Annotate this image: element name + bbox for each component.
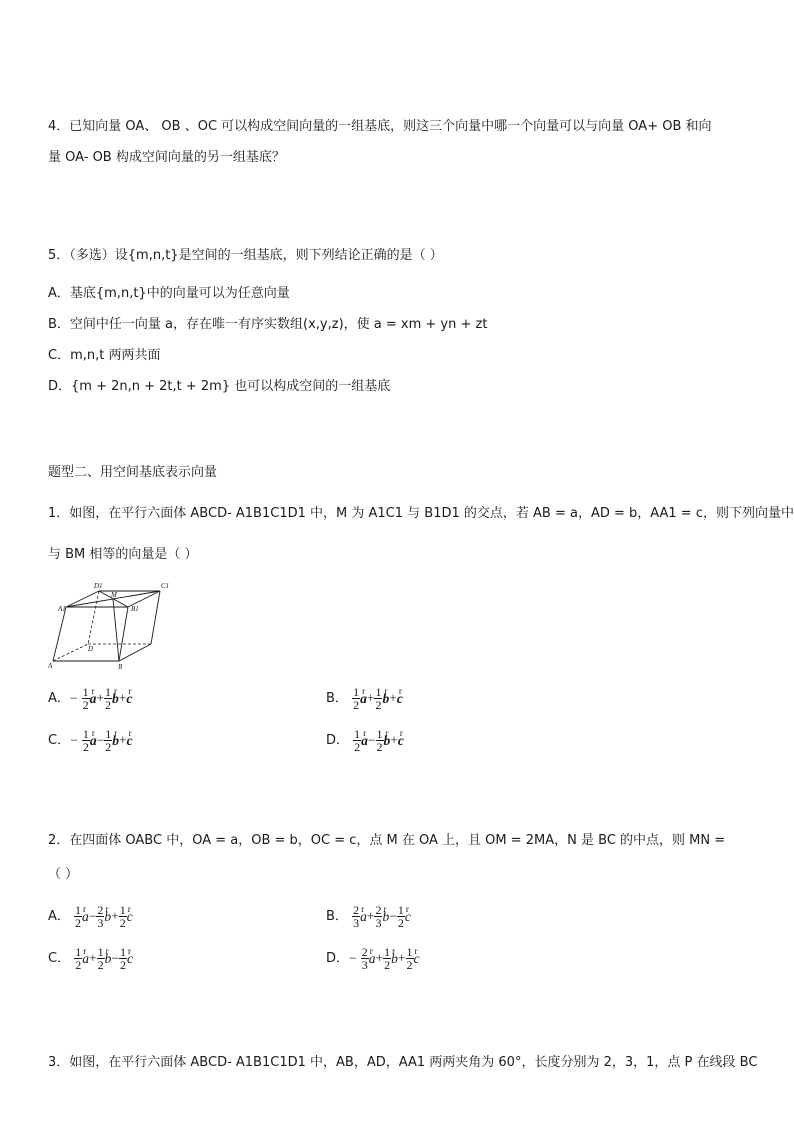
operator: + bbox=[111, 908, 119, 924]
fraction: $\frac{1}{2}$ bbox=[354, 727, 361, 754]
operator: − bbox=[88, 908, 97, 924]
vector-symbol: r b bbox=[112, 733, 119, 748]
p1-option-d: D． $\frac{1}{2}$ r a− $\frac{1}{2}$ r b+r c bbox=[326, 728, 404, 753]
operator: − bbox=[69, 690, 78, 706]
p2-option-d: D．− $\frac{2}{3}$ r a+ $\frac{1}{2}$ r b+ $\frac{1}{2}$ r c bbox=[326, 946, 420, 971]
p2-line2: （ ） bbox=[48, 867, 79, 882]
vector-symbol: r a bbox=[369, 951, 376, 966]
operator: − bbox=[70, 732, 78, 748]
vector-symbol: r b bbox=[384, 733, 391, 748]
fraction: $\frac{1}{2}$ bbox=[82, 727, 89, 754]
vector-symbol: r a bbox=[82, 951, 89, 966]
vector-symbol: r b bbox=[382, 691, 389, 706]
label-b: B bbox=[118, 663, 123, 670]
operator: + bbox=[88, 950, 97, 966]
fraction: $\frac{1}{2}$ bbox=[384, 945, 391, 972]
vector-symbol: r b bbox=[382, 909, 389, 924]
parallelepiped-figure bbox=[48, 578, 173, 670]
p1-line1: 1．如图，在平行六面体 ABCD- A1B1C1D1 中，M 为 A1C1 与 B1D1 的交点，若 AB = a，AD = b，AA1 = c，则下列向量中 bbox=[48, 506, 794, 521]
operator: + bbox=[118, 690, 127, 706]
p2-option-c: C． $\frac{1}{2}$ r a+ $\frac{1}{2}$ r b− $\frac{1}{2}$ r c bbox=[48, 946, 133, 971]
q4-line2: 量 OA- OB 构成空间向量的另一组基底？ bbox=[48, 150, 285, 165]
vector-symbol: r a bbox=[90, 691, 97, 706]
q4-line1: 4．已知向量 OA、 OB 、OC 可以构成空间向量的一组基底，则这三个向量中哪一个向量可以与向量 OA+ OB 和向 bbox=[48, 119, 712, 134]
operator: + bbox=[366, 908, 375, 924]
fraction: $\frac{2}{3}$ bbox=[361, 945, 368, 972]
fraction: $\frac{1}{2}$ bbox=[105, 727, 112, 754]
p2-option-a: A． $\frac{1}{2}$ r a− $\frac{2}{3}$ r b+ $\frac{1}{2}$ r c bbox=[48, 904, 133, 929]
vector-symbol: r c bbox=[414, 951, 420, 966]
operator: − bbox=[349, 950, 357, 966]
vector-symbol: r c bbox=[126, 691, 132, 706]
q5-option-d: D．{m + 2n,n + 2t,t + 2m} 也可以构成空间的一组基底 bbox=[48, 379, 391, 394]
fraction: $\frac{1}{2}$ bbox=[75, 945, 82, 972]
operator: − bbox=[367, 732, 376, 748]
p2-option-b: B． $\frac{2}{3}$ r a+ $\frac{2}{3}$ r b− $\frac{1}{2}$ r c bbox=[326, 904, 411, 929]
fraction: $\frac{1}{2}$ bbox=[119, 903, 126, 930]
vector-symbol: r b bbox=[104, 909, 111, 924]
operator: − bbox=[111, 950, 119, 966]
fraction: $\frac{1}{2}$ bbox=[397, 903, 404, 930]
operator: + bbox=[397, 950, 406, 966]
p1-line2: 与 BM 相等的向量是（ ） bbox=[48, 547, 198, 562]
p1-option-b: B． $\frac{1}{2}$ r a+ $\frac{1}{2}$ r b+r c bbox=[326, 686, 403, 711]
vector-symbol: r c bbox=[397, 691, 403, 706]
q5-option-a: A．基底{m,n,t}中的向量可以为任意向量 bbox=[48, 286, 290, 301]
q5-option-b: B．空间中任一向量 a，存在唯一有序实数组(x,y,z)，使 a = xm + yn + zt bbox=[48, 317, 488, 332]
vector-symbol: r c bbox=[127, 909, 133, 924]
operator: + bbox=[375, 950, 384, 966]
label-a: A bbox=[48, 662, 53, 670]
fraction: $\frac{1}{2}$ bbox=[375, 685, 382, 712]
vector-symbol: r a bbox=[360, 909, 367, 924]
vector-symbol: r b bbox=[105, 951, 112, 966]
vector-symbol: r c bbox=[127, 951, 133, 966]
q5-stem: 5．（多选）设{m,n,t}是空间的一组基底，则下列结论正确的是（ ） bbox=[48, 248, 443, 263]
operator: + bbox=[389, 690, 397, 706]
operator: + bbox=[118, 732, 127, 748]
vector-symbol: r c bbox=[398, 733, 404, 748]
q5-option-c: C．m,n,t 两两共面 bbox=[48, 348, 161, 363]
operator: − bbox=[389, 908, 397, 924]
fraction: $\frac{1}{2}$ bbox=[82, 685, 89, 712]
fraction: $\frac{1}{2}$ bbox=[105, 685, 112, 712]
vector-symbol: r a bbox=[361, 733, 368, 748]
fraction: $\frac{2}{3}$ bbox=[375, 903, 382, 930]
p3-line1: 3．如图，在平行六面体 ABCD- A1B1C1D1 中，AB，AD，AA1 两两夹角为 60°，长度分别为 2，3，1，点 P 在线段 BC bbox=[48, 1055, 758, 1070]
label-m: M bbox=[111, 591, 117, 599]
fraction: $\frac{1}{2}$ bbox=[97, 945, 104, 972]
vector-symbol: r c bbox=[405, 909, 411, 924]
p2-line1: 2．在四面体 OABC 中，OA = a，OB = b，OC = c，点 M 在 OA 上，且 OM = 2MA，N 是 BC 的中点，则 MN = bbox=[48, 833, 726, 848]
vector-symbol: r a bbox=[360, 691, 367, 706]
operator: + bbox=[390, 732, 398, 748]
fraction: $\frac{1}{2}$ bbox=[376, 727, 383, 754]
section-title: 题型二、用空间基底表示向量 bbox=[48, 465, 218, 480]
operator: + bbox=[96, 690, 105, 706]
vector-symbol: r b bbox=[391, 951, 398, 966]
p1-option-a: A．− $\frac{1}{2}$ r a+ $\frac{1}{2}$ r b+r c bbox=[48, 686, 132, 711]
vector-symbol: r a bbox=[82, 909, 89, 924]
label-a1: A1 bbox=[58, 605, 66, 613]
label-b1: B1 bbox=[131, 605, 139, 613]
vector-symbol: r b bbox=[112, 691, 119, 706]
fraction: $\frac{2}{3}$ bbox=[97, 903, 104, 930]
operator: + bbox=[366, 690, 375, 706]
label-c1: C1 bbox=[161, 582, 170, 590]
fraction: $\frac{1}{2}$ bbox=[119, 945, 126, 972]
fraction: $\frac{1}{2}$ bbox=[75, 903, 82, 930]
label-d: D bbox=[88, 645, 94, 653]
operator: − bbox=[96, 732, 105, 748]
p1-option-c: C．− $\frac{1}{2}$ r a− $\frac{1}{2}$ r b+r c bbox=[48, 728, 133, 753]
fraction: $\frac{1}{2}$ bbox=[406, 945, 413, 972]
label-d1: D1 bbox=[94, 582, 103, 590]
vector-symbol: r a bbox=[90, 733, 97, 748]
fraction: $\frac{2}{3}$ bbox=[353, 903, 360, 930]
fraction: $\frac{1}{2}$ bbox=[353, 685, 360, 712]
vector-symbol: r c bbox=[127, 733, 133, 748]
